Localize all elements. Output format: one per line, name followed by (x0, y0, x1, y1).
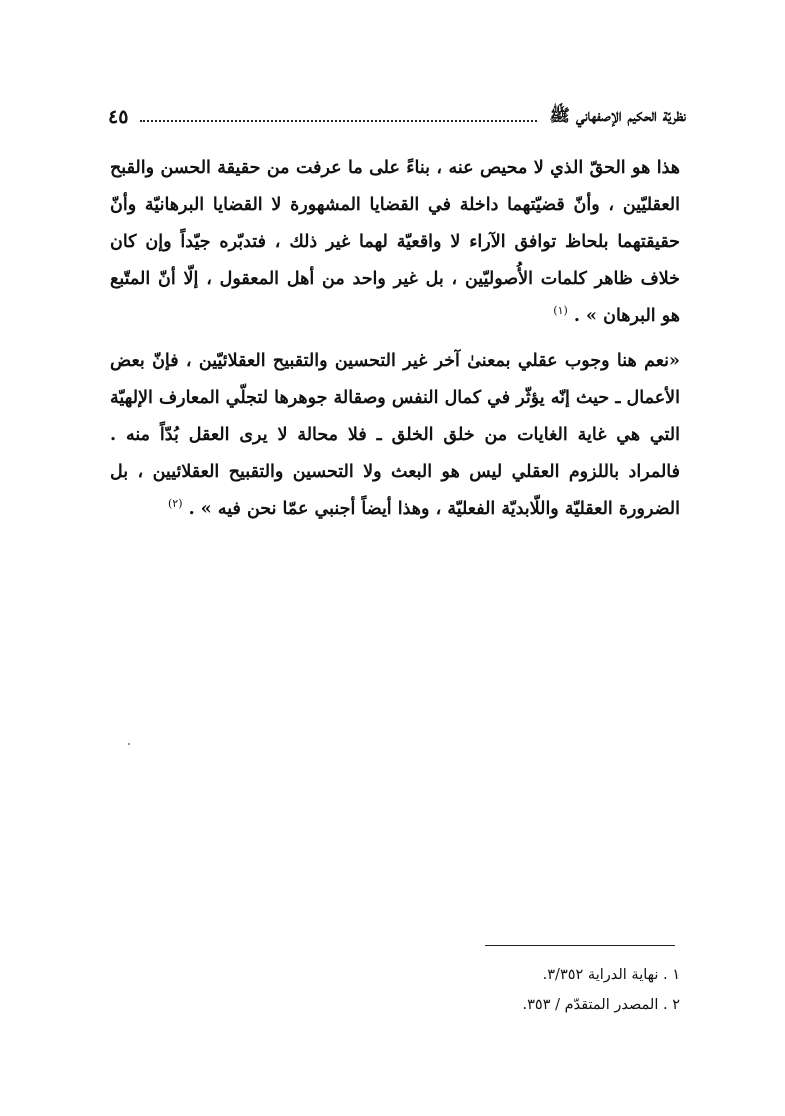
footnote-ref-1: (١) (553, 304, 568, 318)
main-text (110, 150, 680, 528)
paragraph-1-text: هذا هو الحقّ الذي لا محيص عنه ، بناءً على ما عرفت من حقيقة الحسن والقبح العقليّين ، وأنّ قضيّتهما داخلة في القضايا المشهورة لا القضايا البرهانيّة وأنّ حقيقتهما بلحاظ توافق الآراء لا واقعيّة لهما غير ذلك ، فتدبّره جيّداً وإن كان خلاف ظاهر كلمات الأُصوليّين ، بل غير واحد من أهل المعقول ، إلّا أنّ المتّبع هو البرهان » . (110, 158, 680, 326)
header-dotted-leader (140, 120, 537, 122)
footnotes (300, 960, 680, 1020)
running-header (108, 100, 686, 134)
page-number: ٤٥ (108, 106, 129, 128)
scan-speck (128, 743, 130, 745)
footnote-separator (485, 945, 675, 946)
footnote-ref-2: (٢) (168, 497, 183, 511)
paragraph-2 (110, 343, 680, 528)
footnote-2: ٢ . المصدر المتقدّم / ٣٥٣. (522, 997, 680, 1013)
paragraph-1 (110, 150, 680, 335)
running-header-title: نظريّة الحكيم الإصفهاني ﷺ (549, 105, 686, 126)
paragraph-2-text: «نعم هنا وجوب عقلي بمعنىٰ آخر غير التحسين والتقبيح العقلائيّين ، فإنّ بعض الأعمال ـ حيث إنّه يؤثّر في كمال النفس وصقالة جوهرها لتجلّي المعارف الإلهيّة التي هي غاية الغايات من خلق الخلق ـ فلا محالة لا يرى العقل بُدّاً منه . فالمراد باللزوم العقلي ليس هو البعث ولا التحسين والتقبيح العقلائيين ، بل الضرورة العقليّة واللّابديّة الفعليّة ، وهذا أيضاً أجنبي عمّا نحن فيه » . (110, 351, 680, 519)
footnote-1: ١ . نهاية الدراية ٣/٣٥٢. (542, 967, 680, 983)
